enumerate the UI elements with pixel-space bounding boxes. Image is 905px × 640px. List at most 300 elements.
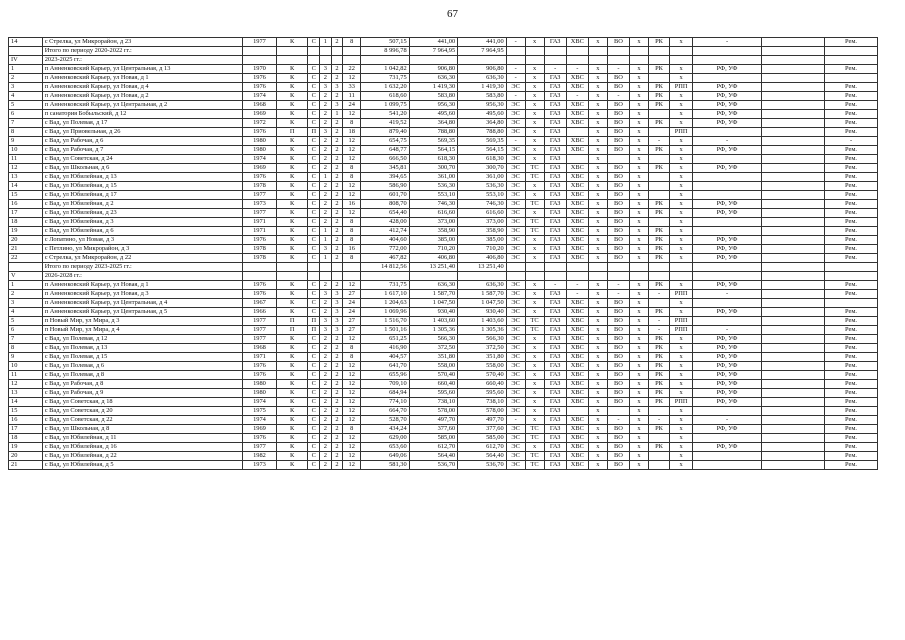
cell-heat-supply: х [525, 209, 544, 218]
cell-hot-water: х [588, 407, 607, 416]
cell-foundation [693, 407, 762, 416]
cell-cold-water: ХВС [566, 317, 588, 326]
cell-row-number: 5 [9, 101, 43, 110]
cell-facade: РПП [670, 317, 693, 326]
empty-cell [670, 272, 693, 281]
cell-apartments: 24 [343, 308, 361, 317]
cell-facade: х [670, 344, 693, 353]
cell-living-area: 930,40 [409, 308, 458, 317]
cell-floor-type: С [308, 344, 320, 353]
cell-facade: х [670, 461, 693, 470]
cell-living-area: 569,35 [409, 137, 458, 146]
empty-cell [630, 47, 649, 56]
subtotal-value [409, 56, 458, 65]
cell-entrances: 3 [331, 83, 343, 92]
cell-heat-supply: х [525, 389, 544, 398]
cell-electric-supply: ЭС [506, 353, 525, 362]
cell-drainage: х [630, 65, 649, 74]
subtotal-value: 7 964,95 [409, 47, 458, 56]
cell-owned-area: 583,80 [458, 92, 507, 101]
cell-hot-water: х [588, 416, 607, 425]
cell-hot-water: х [588, 299, 607, 308]
cell-drainage: х [630, 452, 649, 461]
cell-cold-water: ХВС [566, 110, 588, 119]
cell-owned-area: 930,40 [458, 308, 507, 317]
cell-foundation: РФ, УФ [693, 380, 762, 389]
cell-wall-material: К [276, 353, 308, 362]
cell-heat-supply: х [525, 65, 544, 74]
cell-drainage: х [630, 200, 649, 209]
cell-gas-supply: ГАЗ [544, 236, 566, 245]
table-row [9, 101, 878, 110]
cell-electric-supply: ЭС [506, 425, 525, 434]
cell-hot-water: х [588, 65, 607, 74]
cell-basement [761, 227, 824, 236]
cell-drainage: х [630, 38, 649, 47]
cell-notes: Рем. [825, 362, 878, 371]
cell-address: с Вад, ул Полевая, д 12 [42, 335, 242, 344]
empty-cell [506, 263, 525, 272]
cell-electric-supply: ЭС [506, 83, 525, 92]
cell-cold-water: ХВС [566, 371, 588, 380]
cell-apartments: 8 [343, 344, 361, 353]
cell-living-area: 906,80 [409, 65, 458, 74]
empty-cell [630, 272, 649, 281]
cell-drainage: х [630, 155, 649, 164]
cell-foundation: - [693, 290, 762, 299]
cell-row-number: 20 [9, 236, 43, 245]
cell-total-area: 1 099,75 [361, 101, 410, 110]
cell-year-built: 1976 [243, 434, 277, 443]
cell-roof [648, 218, 669, 227]
cell-total-area: 528,70 [361, 416, 410, 425]
cell-apartments: 12 [343, 443, 361, 452]
cell-apartments: 8 [343, 218, 361, 227]
cell-year-built: 1968 [243, 101, 277, 110]
cell-gas-supply: ГАЗ [544, 200, 566, 209]
cell-hot-water: х [588, 209, 607, 218]
cell-notes: Рем. [825, 38, 878, 47]
cell-foundation: РФ, УФ [693, 83, 762, 92]
cell-foundation [693, 452, 762, 461]
empty-cell [320, 56, 332, 65]
cell-sewerage: ВО [607, 335, 629, 344]
cell-entrances: 3 [331, 290, 343, 299]
cell-heat-supply: х [525, 299, 544, 308]
cell-heat-supply: х [525, 371, 544, 380]
cell-facade: РПП [670, 326, 693, 335]
cell-entrances: 2 [331, 236, 343, 245]
cell-wall-material: К [276, 380, 308, 389]
empty-cell [588, 56, 607, 65]
cell-year-built: 1969 [243, 110, 277, 119]
cell-cold-water: ХВС [566, 443, 588, 452]
cell-year-built: 1977 [243, 38, 277, 47]
cell-heat-supply: х [525, 110, 544, 119]
cell-apartments: 12 [343, 371, 361, 380]
cell-roof: РК [648, 209, 669, 218]
cell-floor-type: С [308, 182, 320, 191]
cell-wall-material: К [276, 245, 308, 254]
cell-apartments: 24 [343, 299, 361, 308]
cell-year-built: 1980 [243, 389, 277, 398]
table-row [9, 353, 878, 362]
cell-facade: х [670, 209, 693, 218]
cell-living-area: 358,90 [409, 227, 458, 236]
cell-year-built: 1977 [243, 443, 277, 452]
cell-sewerage: ВО [607, 200, 629, 209]
cell-floors: 2 [320, 407, 332, 416]
cell-floors: 2 [320, 92, 332, 101]
cell-apartments: 12 [343, 155, 361, 164]
table-row [9, 425, 878, 434]
cell-floor-type: С [308, 191, 320, 200]
cell-total-area: 731,75 [361, 281, 410, 290]
empty-cell [693, 56, 762, 65]
cell-address: п Анненковский Карьер, ул Центральная, д 5 [42, 308, 242, 317]
empty-cell [630, 56, 649, 65]
cell-hot-water: х [588, 245, 607, 254]
cell-owned-area: 612,70 [458, 443, 507, 452]
cell-sewerage: ВО [607, 353, 629, 362]
cell-heat-supply: ТС [525, 317, 544, 326]
cell-heat-supply: х [525, 254, 544, 263]
cell-floors: 2 [320, 155, 332, 164]
cell-wall-material: П [276, 317, 308, 326]
cell-roof [648, 110, 669, 119]
cell-facade: х [670, 155, 693, 164]
cell-floors: 2 [320, 389, 332, 398]
section-number: V [9, 272, 43, 281]
cell-drainage: х [630, 164, 649, 173]
cell-row-number: 10 [9, 362, 43, 371]
cell-apartments: 12 [343, 389, 361, 398]
cell-wall-material: К [276, 398, 308, 407]
cell-apartments: 8 [343, 119, 361, 128]
cell-cold-water: - [566, 65, 588, 74]
table-row [9, 65, 878, 74]
cell-heat-supply: х [525, 335, 544, 344]
cell-electric-supply: ЭС [506, 254, 525, 263]
cell-address: с Вад, ул Полевая, д 15 [42, 353, 242, 362]
cell-floors: 1 [320, 236, 332, 245]
cell-cold-water: ХВС [566, 452, 588, 461]
cell-hot-water: х [588, 83, 607, 92]
cell-row-number: 13 [9, 173, 43, 182]
cell-notes: Рем. [825, 308, 878, 317]
empty-cell [566, 47, 588, 56]
empty-cell [607, 263, 629, 272]
cell-owned-area: 570,40 [458, 371, 507, 380]
cell-basement [761, 452, 824, 461]
cell-electric-supply: ЭС [506, 308, 525, 317]
cell-wall-material: К [276, 227, 308, 236]
cell-drainage: х [630, 416, 649, 425]
cell-sewerage: - [607, 92, 629, 101]
cell-owned-area: 1 047,50 [458, 299, 507, 308]
cell-cold-water: ХВС [566, 425, 588, 434]
cell-owned-area: 406,80 [458, 254, 507, 263]
cell-basement [761, 308, 824, 317]
cell-sewerage: ВО [607, 326, 629, 335]
cell-year-built: 1976 [243, 83, 277, 92]
cell-drainage: х [630, 182, 649, 191]
cell-foundation [693, 74, 762, 83]
cell-notes: Рем. [825, 236, 878, 245]
cell-basement [761, 398, 824, 407]
cell-owned-area: 536,70 [458, 461, 507, 470]
cell-address: п Новый Мир, ул Мира, д 3 [42, 317, 242, 326]
cell-total-area: 1 516,70 [361, 317, 410, 326]
empty-cell [607, 56, 629, 65]
cell-year-built: 1976 [243, 281, 277, 290]
cell-year-built: 1976 [243, 128, 277, 137]
empty-cell [761, 56, 824, 65]
cell-facade: х [670, 254, 693, 263]
cell-row-number: 9 [9, 353, 43, 362]
cell-electric-supply: ЭС [506, 209, 525, 218]
cell-cold-water: ХВС [566, 398, 588, 407]
cell-hot-water: х [588, 173, 607, 182]
subtotal-row [9, 263, 878, 272]
cell-notes: Рем. [825, 317, 878, 326]
cell-living-area: 583,80 [409, 92, 458, 101]
cell-facade: х [670, 335, 693, 344]
cell-floor-type: П [308, 317, 320, 326]
cell-floors: 2 [320, 425, 332, 434]
cell-floor-type: С [308, 353, 320, 362]
table-row [9, 452, 878, 461]
table-body [9, 38, 878, 470]
cell-drainage: х [630, 425, 649, 434]
cell-row-number: 5 [9, 317, 43, 326]
cell-wall-material: К [276, 407, 308, 416]
table-row [9, 371, 878, 380]
cell-living-area: 361,00 [409, 173, 458, 182]
empty-cell [544, 272, 566, 281]
cell-basement [761, 137, 824, 146]
cell-drainage: х [630, 443, 649, 452]
table-row [9, 38, 878, 47]
section-number: IV [9, 56, 43, 65]
cell-floor-type: С [308, 281, 320, 290]
section-label: Итого по периоду 2020-2022 гг.: [42, 47, 242, 56]
cell-entrances: 2 [331, 425, 343, 434]
cell-row-number: 1 [9, 65, 43, 74]
cell-sewerage: - [607, 416, 629, 425]
empty-cell [825, 272, 878, 281]
cell-foundation: РФ, УФ [693, 119, 762, 128]
cell-cold-water: ХВС [566, 173, 588, 182]
cell-basement [761, 416, 824, 425]
empty-cell [607, 47, 629, 56]
cell-row-number: 12 [9, 164, 43, 173]
table-row [9, 299, 878, 308]
cell-basement [761, 371, 824, 380]
cell-total-area: 879,40 [361, 128, 410, 137]
cell-living-area: 788,80 [409, 128, 458, 137]
cell-row-number: 7 [9, 119, 43, 128]
cell-cold-water: ХВС [566, 218, 588, 227]
cell-address: п Анненковский Карьер, ул Центральная, д 4 [42, 299, 242, 308]
empty-cell [320, 47, 332, 56]
cell-apartments: 12 [343, 110, 361, 119]
cell-basement [761, 326, 824, 335]
section-label: 2023-2025 гг.: [42, 56, 242, 65]
cell-roof: РК [648, 443, 669, 452]
cell-heat-supply: х [525, 191, 544, 200]
cell-gas-supply: ГАЗ [544, 74, 566, 83]
cell-apartments: 12 [343, 335, 361, 344]
cell-floors: 2 [320, 335, 332, 344]
cell-total-area: 412,74 [361, 227, 410, 236]
cell-foundation [693, 128, 762, 137]
cell-address: с Вад, ул Советская, д 20 [42, 407, 242, 416]
cell-sewerage: ВО [607, 38, 629, 47]
cell-foundation: РФ, УФ [693, 101, 762, 110]
cell-basement [761, 164, 824, 173]
table-row [9, 218, 878, 227]
empty-cell [825, 263, 878, 272]
cell-living-area: 956,30 [409, 101, 458, 110]
cell-cold-water: ХВС [566, 434, 588, 443]
cell-row-number: 14 [9, 38, 43, 47]
cell-gas-supply: ГАЗ [544, 389, 566, 398]
table-row [9, 137, 878, 146]
cell-row-number: 14 [9, 182, 43, 191]
table-row [9, 443, 878, 452]
cell-sewerage: ВО [607, 218, 629, 227]
cell-owned-area: 660,40 [458, 380, 507, 389]
cell-electric-supply: - [506, 137, 525, 146]
cell-heat-supply: х [525, 416, 544, 425]
cell-floors: 2 [320, 281, 332, 290]
cell-wall-material: К [276, 344, 308, 353]
cell-total-area: 541,20 [361, 110, 410, 119]
cell-roof: РК [648, 380, 669, 389]
cell-cold-water: ХВС [566, 245, 588, 254]
cell-total-area: 428,00 [361, 218, 410, 227]
cell-basement [761, 209, 824, 218]
cell-foundation [693, 461, 762, 470]
cell-floor-type: С [308, 371, 320, 380]
cell-notes: Рем. [825, 155, 878, 164]
cell-address: с Вад, ул Полевая, д 17 [42, 119, 242, 128]
cell-address: с Вад, ул Рабочая, д 7 [42, 146, 242, 155]
cell-sewerage: ВО [607, 236, 629, 245]
cell-floor-type: С [308, 290, 320, 299]
cell-hot-water: х [588, 38, 607, 47]
cell-basement [761, 443, 824, 452]
cell-gas-supply: ГАЗ [544, 452, 566, 461]
cell-floors: 2 [320, 461, 332, 470]
cell-entrances: 2 [331, 344, 343, 353]
cell-foundation: РФ, УФ [693, 110, 762, 119]
cell-hot-water: х [588, 101, 607, 110]
cell-facade: х [670, 362, 693, 371]
cell-foundation: РФ, УФ [693, 200, 762, 209]
cell-hot-water: х [588, 362, 607, 371]
cell-year-built: 1974 [243, 92, 277, 101]
cell-roof: - [648, 326, 669, 335]
table-row [9, 389, 878, 398]
cell-row-number: 8 [9, 344, 43, 353]
cell-heat-supply: х [525, 92, 544, 101]
subtotal-value [409, 272, 458, 281]
cell-wall-material: К [276, 209, 308, 218]
cell-total-area: 653,60 [361, 443, 410, 452]
cell-hot-water: х [588, 254, 607, 263]
cell-sewerage: ВО [607, 317, 629, 326]
cell-floors: 2 [320, 137, 332, 146]
cell-electric-supply: - [506, 38, 525, 47]
cell-notes: Рем. [825, 164, 878, 173]
cell-entrances: 2 [331, 200, 343, 209]
cell-year-built: 1966 [243, 308, 277, 317]
cell-facade: х [670, 380, 693, 389]
cell-entrances: 3 [331, 326, 343, 335]
cell-address: с Вад, ул Юбилейная, д 2 [42, 200, 242, 209]
cell-drainage: х [630, 434, 649, 443]
cell-cold-water: ХВС [566, 146, 588, 155]
cell-heat-supply: х [525, 236, 544, 245]
cell-hot-water: х [588, 290, 607, 299]
cell-apartments: 12 [343, 182, 361, 191]
cell-heat-supply: х [525, 443, 544, 452]
section-label: Итого по периоду 2023-2025 гг.: [42, 263, 242, 272]
cell-electric-supply: - [506, 65, 525, 74]
cell-sewerage: ВО [607, 191, 629, 200]
cell-notes: - [825, 137, 878, 146]
cell-gas-supply: ГАЗ [544, 92, 566, 101]
cell-drainage: х [630, 218, 649, 227]
subtotal-value: 13 251,40 [409, 263, 458, 272]
cell-roof [648, 407, 669, 416]
cell-drainage: х [630, 146, 649, 155]
cell-notes: Рем. [825, 227, 878, 236]
cell-address: с Вад, ул Юбилейная, д 16 [42, 443, 242, 452]
cell-sewerage: ВО [607, 146, 629, 155]
empty-cell [648, 272, 669, 281]
cell-apartments: 12 [343, 452, 361, 461]
cell-basement [761, 110, 824, 119]
cell-cold-water: ХВС [566, 227, 588, 236]
cell-floors: 2 [320, 119, 332, 128]
cell-wall-material: К [276, 191, 308, 200]
cell-foundation: РФ, УФ [693, 65, 762, 74]
page-number: 67 [447, 8, 458, 20]
cell-wall-material: К [276, 164, 308, 173]
cell-wall-material: К [276, 92, 308, 101]
cell-address: с Вад, ул Полевая, д 8 [42, 371, 242, 380]
cell-address: с Вад, ул Рабочая, д 8 [42, 380, 242, 389]
cell-wall-material: К [276, 425, 308, 434]
cell-living-area: 1 305,36 [409, 326, 458, 335]
cell-electric-supply: ЭС [506, 299, 525, 308]
cell-year-built: 1977 [243, 317, 277, 326]
cell-entrances: 2 [331, 380, 343, 389]
cell-roof: РК [648, 398, 669, 407]
cell-year-built: 1982 [243, 452, 277, 461]
cell-electric-supply: ЭС [506, 182, 525, 191]
cell-owned-area: 358,90 [458, 227, 507, 236]
cell-electric-supply: ЭС [506, 281, 525, 290]
cell-cold-water: ХВС [566, 416, 588, 425]
empty-cell [525, 47, 544, 56]
cell-owned-area: 636,30 [458, 281, 507, 290]
cell-owned-area: 536,30 [458, 182, 507, 191]
cell-drainage: х [630, 335, 649, 344]
